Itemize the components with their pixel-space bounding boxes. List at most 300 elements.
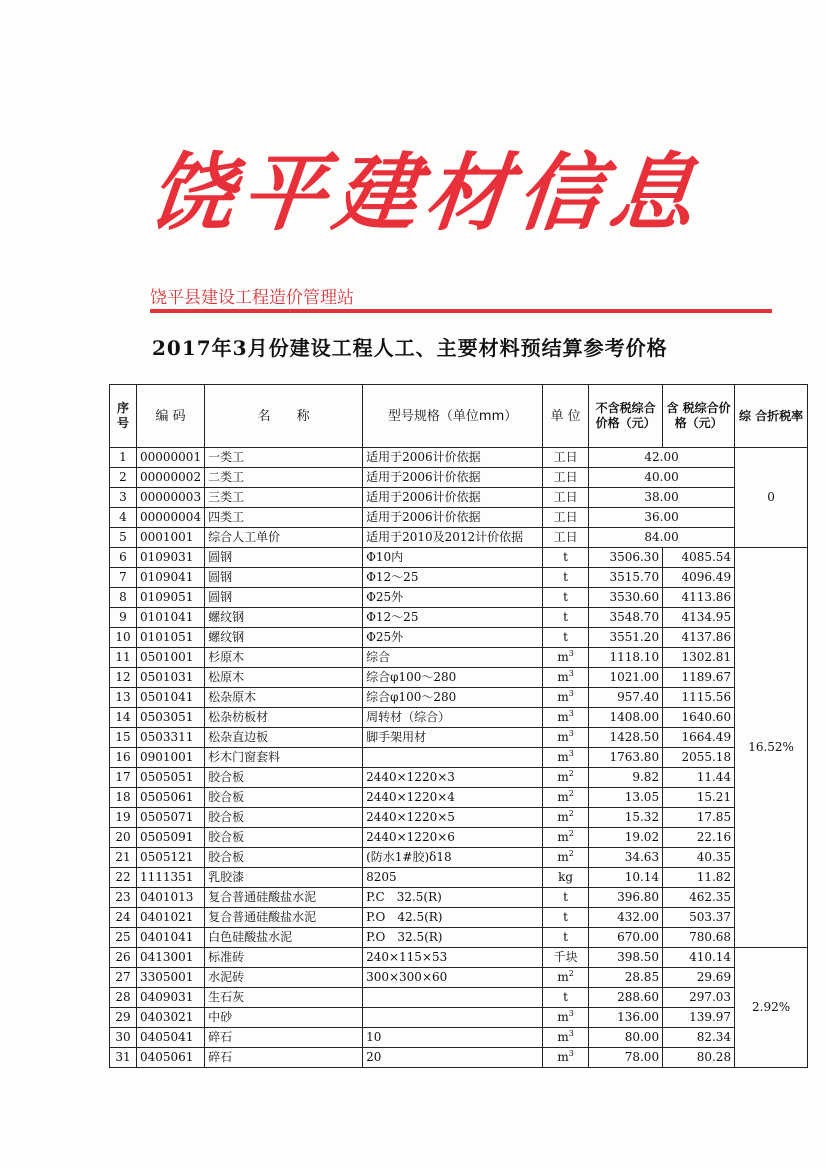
price-in-tax-cell: 17.85 xyxy=(663,808,735,828)
merged-price-cell: 84.00 xyxy=(589,528,735,548)
table-row xyxy=(110,468,808,488)
seq-cell: 26 xyxy=(110,948,137,968)
unit-text: kg xyxy=(558,870,574,884)
spec-cell: 2440×1220×5 xyxy=(363,808,543,828)
unit-exponent: 2 xyxy=(568,969,574,978)
seq-cell: 29 xyxy=(110,1008,137,1028)
price-in-tax-cell: 29.69 xyxy=(663,968,735,988)
organization-name: 饶平县建设工程造价管理站 xyxy=(150,288,354,308)
spec-cell: 10 xyxy=(363,1028,543,1048)
price-in-tax-cell: 297.03 xyxy=(663,988,735,1008)
price-ex-tax-cell: 28.85 xyxy=(589,968,663,988)
seq-cell: 24 xyxy=(110,908,137,928)
name-cell: 杉原木 xyxy=(205,648,363,668)
table-row xyxy=(110,748,808,768)
tax-rate-cell: 2.92% xyxy=(735,948,808,1068)
price-in-tax-cell: 1115.56 xyxy=(663,688,735,708)
seq-cell: 15 xyxy=(110,728,137,748)
code-cell: 0001001 xyxy=(137,528,205,548)
code-cell: 0401013 xyxy=(137,888,205,908)
code-cell: 0505091 xyxy=(137,828,205,848)
unit-cell xyxy=(543,948,589,968)
unit-cell xyxy=(543,728,589,748)
spec-cell: 适用于2010及2012计价依据 xyxy=(363,528,543,548)
unit-cell xyxy=(543,648,589,668)
price-in-tax-cell: 1189.67 xyxy=(663,668,735,688)
unit-cell: 工日 xyxy=(543,508,589,528)
unit-cell xyxy=(543,828,589,848)
code-cell: 0501001 xyxy=(137,648,205,668)
table-row xyxy=(110,608,808,628)
price-ex-tax-cell: 398.50 xyxy=(589,948,663,968)
table-row xyxy=(110,628,808,648)
unit-cell xyxy=(543,888,589,908)
table-row xyxy=(110,768,808,788)
unit-exponent: 2 xyxy=(568,769,574,778)
price-ex-tax-cell: 34.63 xyxy=(589,848,663,868)
unit-text: m xyxy=(557,730,569,744)
seq-cell: 23 xyxy=(110,888,137,908)
name-cell: 水泥砖 xyxy=(205,968,363,988)
price-in-tax-cell: 503.37 xyxy=(663,908,735,928)
unit-exponent: 3 xyxy=(568,729,574,738)
seq-cell: 17 xyxy=(110,768,137,788)
unit-cell xyxy=(543,908,589,928)
seq-cell: 21 xyxy=(110,848,137,868)
spec-cell xyxy=(363,1008,543,1028)
table-row xyxy=(110,488,808,508)
unit-cell xyxy=(543,608,589,628)
price-ex-tax-cell: 13.05 xyxy=(589,788,663,808)
code-cell: 0101051 xyxy=(137,628,205,648)
price-ex-tax-cell: 3506.30 xyxy=(589,548,663,568)
name-cell: 松杂枋板材 xyxy=(205,708,363,728)
name-cell: 杉木门窗套料 xyxy=(205,748,363,768)
name-cell: 胶合板 xyxy=(205,848,363,868)
spec-cell: 2440×1220×3 xyxy=(363,768,543,788)
unit-exponent: 2 xyxy=(568,809,574,818)
unit-cell xyxy=(543,868,589,888)
spec-cell: 周转材（综合） xyxy=(363,708,543,728)
name-cell: 圆钢 xyxy=(205,568,363,588)
unit-text: t xyxy=(563,930,568,944)
name-cell: 碎石 xyxy=(205,1028,363,1048)
unit-exponent: 3 xyxy=(568,709,574,718)
name-cell: 圆钢 xyxy=(205,588,363,608)
price-in-tax-cell: 82.34 xyxy=(663,1028,735,1048)
code-cell: 1111351 xyxy=(137,868,205,888)
table-row xyxy=(110,808,808,828)
unit-text: m xyxy=(557,650,569,664)
price-ex-tax-cell: 1021.00 xyxy=(589,668,663,688)
code-cell: 0109051 xyxy=(137,588,205,608)
table-row xyxy=(110,788,808,808)
seq-cell: 11 xyxy=(110,648,137,668)
spec-cell xyxy=(363,988,543,1008)
unit-text: m xyxy=(557,710,569,724)
unit-text: m xyxy=(557,810,569,824)
unit-text: t xyxy=(563,590,568,604)
masthead-title: 饶平建材信息 xyxy=(144,143,708,242)
name-cell: 二类工 xyxy=(205,468,363,488)
merged-price-cell: 36.00 xyxy=(589,508,735,528)
seq-cell: 25 xyxy=(110,928,137,948)
name-cell: 综合人工单价 xyxy=(205,528,363,548)
spec-cell: 适用于2006计价依据 xyxy=(363,488,543,508)
merged-price-cell: 38.00 xyxy=(589,488,735,508)
seq-cell: 16 xyxy=(110,748,137,768)
name-cell: 胶合板 xyxy=(205,768,363,788)
table-row xyxy=(110,908,808,928)
unit-cell: 工日 xyxy=(543,488,589,508)
price-ex-tax-cell: 3530.60 xyxy=(589,588,663,608)
code-cell: 0503051 xyxy=(137,708,205,728)
price-in-tax-cell: 4085.54 xyxy=(663,548,735,568)
unit-text: m xyxy=(557,1010,569,1024)
code-cell: 0409031 xyxy=(137,988,205,1008)
name-cell: 标准砖 xyxy=(205,948,363,968)
code-cell: 0505071 xyxy=(137,808,205,828)
code-cell: 0413001 xyxy=(137,948,205,968)
table-row xyxy=(110,888,808,908)
table-row xyxy=(110,668,808,688)
unit-cell xyxy=(543,988,589,1008)
code-cell: 00000002 xyxy=(137,468,205,488)
unit-cell xyxy=(543,668,589,688)
table-row xyxy=(110,568,808,588)
table-row xyxy=(110,588,808,608)
price-in-tax-cell: 22.16 xyxy=(663,828,735,848)
spec-cell: 适用于2006计价依据 xyxy=(363,448,543,468)
unit-text: m xyxy=(557,670,569,684)
seq-cell: 3 xyxy=(110,488,137,508)
price-ex-tax-cell: 3515.70 xyxy=(589,568,663,588)
price-in-tax-cell: 4137.86 xyxy=(663,628,735,648)
unit-text: t xyxy=(563,890,568,904)
price-in-tax-cell: 1640.60 xyxy=(663,708,735,728)
code-cell: 00000003 xyxy=(137,488,205,508)
unit-text: m xyxy=(557,750,569,764)
spec-cell: Φ12～25 xyxy=(363,608,543,628)
spec-cell: 适用于2006计价依据 xyxy=(363,508,543,528)
price-in-tax-cell: 410.14 xyxy=(663,948,735,968)
code-cell: 00000001 xyxy=(137,448,205,468)
price-in-tax-cell: 2055.18 xyxy=(663,748,735,768)
seq-cell: 6 xyxy=(110,548,137,568)
price-ex-tax-cell: 10.14 xyxy=(589,868,663,888)
seq-cell: 28 xyxy=(110,988,137,1008)
name-cell: 松杂直边板 xyxy=(205,728,363,748)
unit-cell xyxy=(543,568,589,588)
spec-cell xyxy=(363,748,543,768)
price-ex-tax-cell: 80.00 xyxy=(589,1028,663,1048)
name-cell: 松杂原木 xyxy=(205,688,363,708)
seq-cell: 19 xyxy=(110,808,137,828)
code-cell: 0109041 xyxy=(137,568,205,588)
name-cell: 胶合板 xyxy=(205,808,363,828)
spec-cell: 综合 xyxy=(363,648,543,668)
header-price-ex-tax: 不含税综合价格（元） xyxy=(589,385,663,448)
table-row xyxy=(110,528,808,548)
price-in-tax-cell: 4096.49 xyxy=(663,568,735,588)
table-row xyxy=(110,448,808,468)
spec-cell: 脚手架用材 xyxy=(363,728,543,748)
spec-cell: Φ25外 xyxy=(363,628,543,648)
seq-cell: 7 xyxy=(110,568,137,588)
name-cell: 一类工 xyxy=(205,448,363,468)
unit-cell xyxy=(543,1028,589,1048)
name-cell: 白色硅酸盐水泥 xyxy=(205,928,363,948)
header-rule xyxy=(150,309,772,313)
price-ex-tax-cell: 9.82 xyxy=(589,768,663,788)
price-in-tax-cell: 4113.86 xyxy=(663,588,735,608)
name-cell: 生石灰 xyxy=(205,988,363,1008)
name-cell: 复合普通硅酸盐水泥 xyxy=(205,908,363,928)
unit-text: m xyxy=(557,690,569,704)
code-cell: 0501041 xyxy=(137,688,205,708)
unit-cell xyxy=(543,708,589,728)
name-cell: 螺纹钢 xyxy=(205,628,363,648)
unit-cell xyxy=(543,548,589,568)
seq-cell: 27 xyxy=(110,968,137,988)
table-header-row xyxy=(110,385,808,448)
code-cell: 00000004 xyxy=(137,508,205,528)
price-in-tax-cell: 80.28 xyxy=(663,1048,735,1068)
price-ex-tax-cell: 3551.20 xyxy=(589,628,663,648)
spec-cell: 8205 xyxy=(363,868,543,888)
spec-cell: Φ25外 xyxy=(363,588,543,608)
name-cell: 复合普通硅酸盐水泥 xyxy=(205,888,363,908)
unit-exponent: 2 xyxy=(568,849,574,858)
unit-text: m xyxy=(557,970,569,984)
table-row xyxy=(110,948,808,968)
code-cell: 0405061 xyxy=(137,1048,205,1068)
spec-cell: 2440×1220×6 xyxy=(363,828,543,848)
unit-text: m xyxy=(557,770,569,784)
seq-cell: 30 xyxy=(110,1028,137,1048)
price-in-tax-cell: 4134.95 xyxy=(663,608,735,628)
table-row xyxy=(110,828,808,848)
name-cell: 圆钢 xyxy=(205,548,363,568)
table-body xyxy=(110,448,808,1068)
price-in-tax-cell: 40.35 xyxy=(663,848,735,868)
price-table xyxy=(109,384,808,1068)
price-ex-tax-cell: 1763.80 xyxy=(589,748,663,768)
table-row xyxy=(110,928,808,948)
seq-cell: 8 xyxy=(110,588,137,608)
name-cell: 松原木 xyxy=(205,668,363,688)
unit-text: m xyxy=(557,1030,569,1044)
name-cell: 四类工 xyxy=(205,508,363,528)
name-cell: 三类工 xyxy=(205,488,363,508)
spec-cell: Φ10内 xyxy=(363,548,543,568)
seq-cell: 1 xyxy=(110,448,137,468)
unit-cell xyxy=(543,848,589,868)
unit-text: m xyxy=(557,850,569,864)
table-row xyxy=(110,708,808,728)
unit-exponent: 3 xyxy=(568,1029,574,1038)
name-cell: 胶合板 xyxy=(205,828,363,848)
code-cell: 0505051 xyxy=(137,768,205,788)
table-row xyxy=(110,1048,808,1068)
code-cell: 0109031 xyxy=(137,548,205,568)
unit-text: m xyxy=(557,790,569,804)
price-in-tax-cell: 15.21 xyxy=(663,788,735,808)
spec-cell: (防水1#胶)δ18 xyxy=(363,848,543,868)
table-row xyxy=(110,1008,808,1028)
table-row xyxy=(110,848,808,868)
price-ex-tax-cell: 288.60 xyxy=(589,988,663,1008)
table-row xyxy=(110,1028,808,1048)
price-ex-tax-cell: 432.00 xyxy=(589,908,663,928)
code-cell: 3305001 xyxy=(137,968,205,988)
price-in-tax-cell: 462.35 xyxy=(663,888,735,908)
unit-text: m xyxy=(557,1050,569,1064)
table-row xyxy=(110,688,808,708)
unit-text: t xyxy=(563,990,568,1004)
unit-cell: 工日 xyxy=(543,468,589,488)
tax-rate-cell: 0 xyxy=(735,448,808,548)
code-cell: 0505121 xyxy=(137,848,205,868)
unit-cell: 工日 xyxy=(543,448,589,468)
seq-cell: 18 xyxy=(110,788,137,808)
unit-exponent: 3 xyxy=(568,649,574,658)
unit-cell: 工日 xyxy=(543,528,589,548)
unit-text: t xyxy=(563,550,568,564)
seq-cell: 14 xyxy=(110,708,137,728)
spec-cell: 综合φ100～280 xyxy=(363,668,543,688)
spec-cell: 20 xyxy=(363,1048,543,1068)
code-cell: 0503311 xyxy=(137,728,205,748)
header-seq: 序号 xyxy=(110,385,137,448)
header-tax-rate: 综 合折税率 xyxy=(735,385,808,448)
code-cell: 0505061 xyxy=(137,788,205,808)
table-row xyxy=(110,988,808,1008)
name-cell: 碎石 xyxy=(205,1048,363,1068)
document-title: 2017年3月份建设工程人工、主要材料预结算参考价格 xyxy=(152,336,668,360)
code-cell: 0501031 xyxy=(137,668,205,688)
price-ex-tax-cell: 1428.50 xyxy=(589,728,663,748)
code-cell: 0405041 xyxy=(137,1028,205,1048)
merged-price-cell: 40.00 xyxy=(589,468,735,488)
table-row xyxy=(110,508,808,528)
unit-cell xyxy=(543,968,589,988)
price-ex-tax-cell: 670.00 xyxy=(589,928,663,948)
seq-cell: 31 xyxy=(110,1048,137,1068)
seq-cell: 13 xyxy=(110,688,137,708)
name-cell: 乳胶漆 xyxy=(205,868,363,888)
header-spec: 型号规格（单位mm） xyxy=(363,385,543,448)
unit-text: 千块 xyxy=(553,950,578,964)
price-in-tax-cell: 780.68 xyxy=(663,928,735,948)
unit-cell xyxy=(543,588,589,608)
seq-cell: 10 xyxy=(110,628,137,648)
unit-exponent: 3 xyxy=(568,689,574,698)
table-row xyxy=(110,968,808,988)
seq-cell: 12 xyxy=(110,668,137,688)
spec-cell: 适用于2006计价依据 xyxy=(363,468,543,488)
unit-text: t xyxy=(563,630,568,644)
unit-text: m xyxy=(557,830,569,844)
unit-cell xyxy=(543,628,589,648)
unit-cell xyxy=(543,928,589,948)
price-ex-tax-cell: 396.80 xyxy=(589,888,663,908)
tax-rate-cell: 16.52% xyxy=(735,548,808,948)
price-in-tax-cell: 11.44 xyxy=(663,768,735,788)
seq-cell: 4 xyxy=(110,508,137,528)
name-cell: 胶合板 xyxy=(205,788,363,808)
price-in-tax-cell: 139.97 xyxy=(663,1008,735,1028)
unit-cell xyxy=(543,688,589,708)
unit-text: t xyxy=(563,570,568,584)
spec-cell: P.O 42.5(R) xyxy=(363,908,543,928)
code-cell: 0403021 xyxy=(137,1008,205,1028)
unit-cell xyxy=(543,748,589,768)
code-cell: 0901001 xyxy=(137,748,205,768)
unit-cell xyxy=(543,808,589,828)
header-name: 名 称 xyxy=(205,385,363,448)
price-ex-tax-cell: 957.40 xyxy=(589,688,663,708)
header-price-in-tax: 含 税综合价格（元） xyxy=(663,385,735,448)
unit-exponent: 3 xyxy=(568,669,574,678)
price-in-tax-cell: 1664.49 xyxy=(663,728,735,748)
spec-cell: Φ12～25 xyxy=(363,568,543,588)
table-row xyxy=(110,648,808,668)
seq-cell: 20 xyxy=(110,828,137,848)
seq-cell: 22 xyxy=(110,868,137,888)
name-cell: 螺纹钢 xyxy=(205,608,363,628)
price-ex-tax-cell: 1118.10 xyxy=(589,648,663,668)
merged-price-cell: 42.00 xyxy=(589,448,735,468)
price-in-tax-cell: 1302.81 xyxy=(663,648,735,668)
code-cell: 0401021 xyxy=(137,908,205,928)
header-unit: 单 位 xyxy=(543,385,589,448)
unit-exponent: 3 xyxy=(568,749,574,758)
name-cell: 中砂 xyxy=(205,1008,363,1028)
code-cell: 0401041 xyxy=(137,928,205,948)
unit-cell xyxy=(543,1008,589,1028)
unit-exponent: 2 xyxy=(568,789,574,798)
code-cell: 0101041 xyxy=(137,608,205,628)
price-in-tax-cell: 11.82 xyxy=(663,868,735,888)
price-ex-tax-cell: 136.00 xyxy=(589,1008,663,1028)
seq-cell: 5 xyxy=(110,528,137,548)
spec-cell: 300×300×60 xyxy=(363,968,543,988)
unit-text: t xyxy=(563,910,568,924)
header-code: 编 码 xyxy=(137,385,205,448)
price-ex-tax-cell: 78.00 xyxy=(589,1048,663,1068)
unit-cell xyxy=(543,1048,589,1068)
price-ex-tax-cell: 1408.00 xyxy=(589,708,663,728)
spec-cell: 综合φ100～280 xyxy=(363,688,543,708)
seq-cell: 2 xyxy=(110,468,137,488)
table-row xyxy=(110,868,808,888)
unit-exponent: 3 xyxy=(568,1009,574,1018)
spec-cell: 2440×1220×4 xyxy=(363,788,543,808)
unit-text: t xyxy=(563,610,568,624)
price-ex-tax-cell: 15.32 xyxy=(589,808,663,828)
table-row xyxy=(110,728,808,748)
unit-cell xyxy=(543,788,589,808)
spec-cell: P.C 32.5(R) xyxy=(363,888,543,908)
table-row xyxy=(110,548,808,568)
unit-cell xyxy=(543,768,589,788)
price-ex-tax-cell: 3548.70 xyxy=(589,608,663,628)
spec-cell: 240×115×53 xyxy=(363,948,543,968)
seq-cell: 9 xyxy=(110,608,137,628)
spec-cell: P.O 32.5(R) xyxy=(363,928,543,948)
price-ex-tax-cell: 19.02 xyxy=(589,828,663,848)
